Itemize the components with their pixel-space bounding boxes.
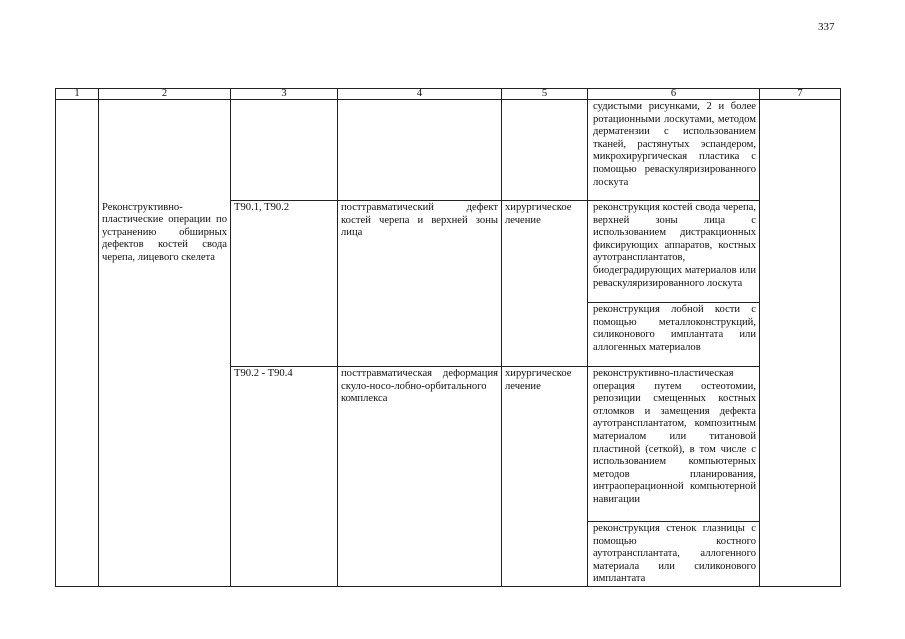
code-cell bbox=[231, 100, 338, 201]
page-number: 337 bbox=[818, 21, 835, 33]
column-header: 4 bbox=[338, 89, 502, 100]
table-row bbox=[56, 100, 841, 201]
method-cell: реконструкция стенок глазницы с помощью костного аутотрансплантата, аллогенного материала или силиконового имплантата bbox=[588, 522, 760, 587]
row-number-cell bbox=[56, 100, 99, 587]
code-cell: T90.2 - T90.4 bbox=[231, 367, 338, 587]
method-cell: реконструкция лобной кости с помощью металлоконструкций, силиконового имплантата или аллогенных материалов bbox=[588, 303, 760, 367]
diagnosis-cell bbox=[338, 100, 502, 201]
method-cell: реконструктивно-пластическая операция путем остеотомии, репозиции смещенных костных отломков и замещения дефекта аутотрансплантатом, композитным материалом или титановой пластиной (сеткой), в том числе с использованием компьютерных методов планирования, интраоперационной компьютерной навигации bbox=[588, 367, 760, 522]
column-header: 7 bbox=[760, 89, 841, 100]
column-header: 3 bbox=[231, 89, 338, 100]
treatment-type-cell bbox=[502, 100, 588, 201]
cost-cell bbox=[760, 100, 841, 587]
medical-care-table bbox=[55, 88, 841, 587]
column-header: 6 bbox=[588, 89, 760, 100]
table-row bbox=[56, 201, 841, 303]
diagnosis-cell: посттравматический дефект костей черепа и верхней зоны лица bbox=[338, 201, 502, 367]
treatment-type-cell: хирургическое лечение bbox=[502, 367, 588, 587]
column-header: 1 bbox=[56, 89, 99, 100]
treatment-type-cell: хирургическое лечение bbox=[502, 201, 588, 367]
group-name-cell: Реконструктивно-пластические операции по устранению обширных дефектов костей свода черепа, лицевого скелета bbox=[99, 201, 231, 587]
column-header: 2 bbox=[99, 89, 231, 100]
method-cell: реконструкция костей свода черепа, верхней зоны лица с использованием дистракционных фиксирующих аппаратов, костных аутотрансплантатов, биодеградирующих материалов или реваскуляризированного лоскута bbox=[588, 201, 760, 303]
diagnosis-cell: посттравматическая деформация скуло-носо-лобно-орбитального комплекса bbox=[338, 367, 502, 587]
column-header: 5 bbox=[502, 89, 588, 100]
column-number-row bbox=[56, 89, 841, 100]
method-cell: судистыми рисунками, 2 и более ротационными лоскутами, методом дерматензии с использованием тканей, растянутых эспандером, микрохирургическая пластика с помощью реваскуляризированного лоскута bbox=[588, 100, 760, 201]
group-name-cell bbox=[99, 100, 231, 201]
code-cell: T90.1, T90.2 bbox=[231, 201, 338, 367]
